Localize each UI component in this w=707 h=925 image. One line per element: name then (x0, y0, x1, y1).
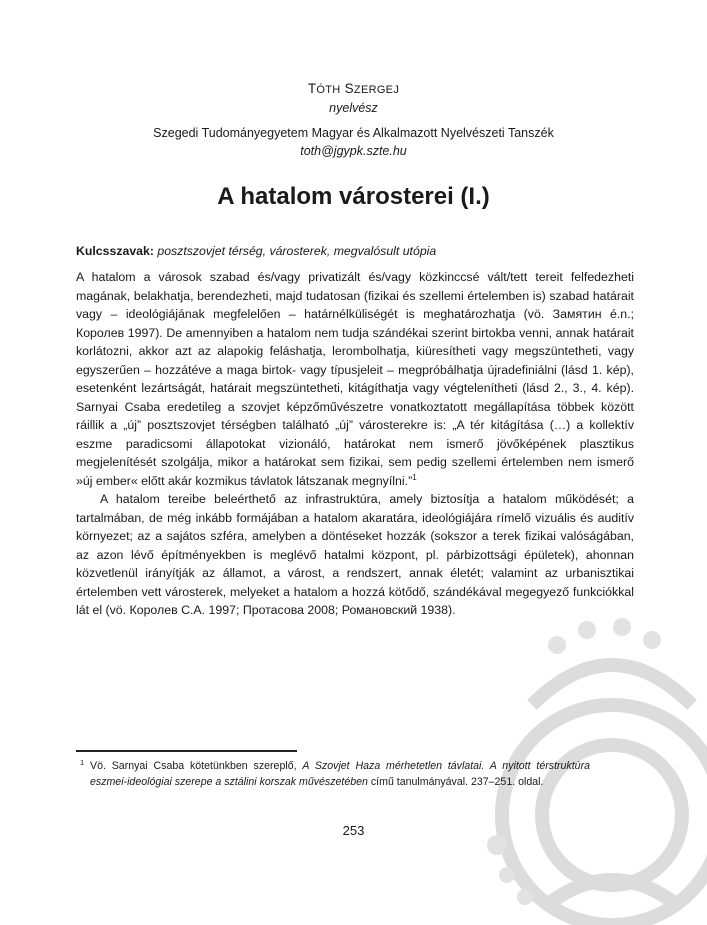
author-role: nyelvész (329, 101, 378, 115)
footnote: 1 Vö. Sarnyai Csaba kötetünkben szereplő, A Szovjet Haza mérhetetlen távlatai. A nyitott térstruktúra eszmei-ideológiai szerepe a sztálini korszak művészetében című tanulmányával. 237–251. oldal. (90, 758, 590, 790)
footnote-reference: 1 (412, 472, 417, 482)
author-affiliation: Szegedi Tudományegyetem Magyar és Alkalmazott Nyelvészeti Tanszék (153, 126, 554, 140)
paragraph: A hatalom a városok szabad és/vagy privatizált és/vagy közkinccsé vált/tett tereit felfedezheti magának, belakhatja, berendezheti, majd tudatosan (fizikai és szellemi értelemben is) szabad határait vagy – ideológiájának megfelelően – határnélküliségét is meghatározhatja (vö. Замятин é.n.; Королев 1997). De amennyiben a hatalom nem tudja szándékai szerint birtokba venni, annak határait korlátozni, akkor azt az alapokig feláshatja, lerombolhatja, kiüresítheti vagy megszüntetheti, vagy egyszerűen – hozzátéve a maga birtok- vagy típusjeleit – megpróbálhatja újradefiniálni (lásd 1. kép), esetenként lezártságát, határait megszüntetheti, kitágíthatja vagy végtelenítheti (lásd 2., 3., 4. kép). Sarnyai Csaba eredetileg a szovjet képzőművészetre vonatkoztatott megállapítása többek között ráillik a „új” posztszovjet térségben található „új” városterekre is: „A tér kitágítása (…) a kollektív eszme paradicsomi állapotokat vizionáló, határokat nem ismerő jövőképének plasztikus megjelenítését szolgálja, mikor a határokat sem fizikai, sem pedig szellemi értelemben nem ismerő »új ember« előtt akár kozmikus távlatok látszanak megnyílni.”$^1$ (76, 270, 634, 488)
footnote-mark: 1 (80, 758, 85, 767)
article-header (0, 80, 707, 160)
page-number: 253 (342, 823, 365, 838)
keywords-label: Kulcsszavak: (76, 244, 154, 258)
footnote-cited-title: A Szovjet Haza mérhetetlen távlatai. A nyitott térstruktúra eszmei-ideológiai szerepe a sztálini korszak művészetében (90, 760, 590, 788)
author-name: TÓTH SZERGEJ (307, 81, 400, 96)
author-email: toth@jgypk.szte.hu (300, 144, 407, 158)
footnote-divider (76, 750, 297, 752)
article-title: A hatalom városterei (I.) (217, 183, 490, 210)
article-body (76, 268, 634, 620)
keywords-value: posztszovjet térség, városterek, megvalósult utópia (157, 244, 437, 258)
keywords (76, 242, 636, 260)
paragraph: A hatalom tereibe beleérthető az infrastruktúra, amely biztosítja a hatalom működését; a tartalmában, de még inkább formájában a hatalom akaratára, ideológiájára rímelő vizuális és auditív környezet; az a sajátos szféra, amelyben a döntéseket hozzák (sokszor a terek fizikai valóságában, az azon lévő építményekben is meglévő hatalmi központ, pl. párbizottsági épületek), ahonnan közvetlenül irányítják az államot, a várost, a rendszert, annak életét; valamint az urbanisztikai értelemben vett városterek, melyeket a hatalom a hozzá kötődő, szándékával megegyező funkciókkal lát el (vö. Королев С.А. 1997; Протасова 2008; Романовский 1938). (76, 492, 634, 617)
